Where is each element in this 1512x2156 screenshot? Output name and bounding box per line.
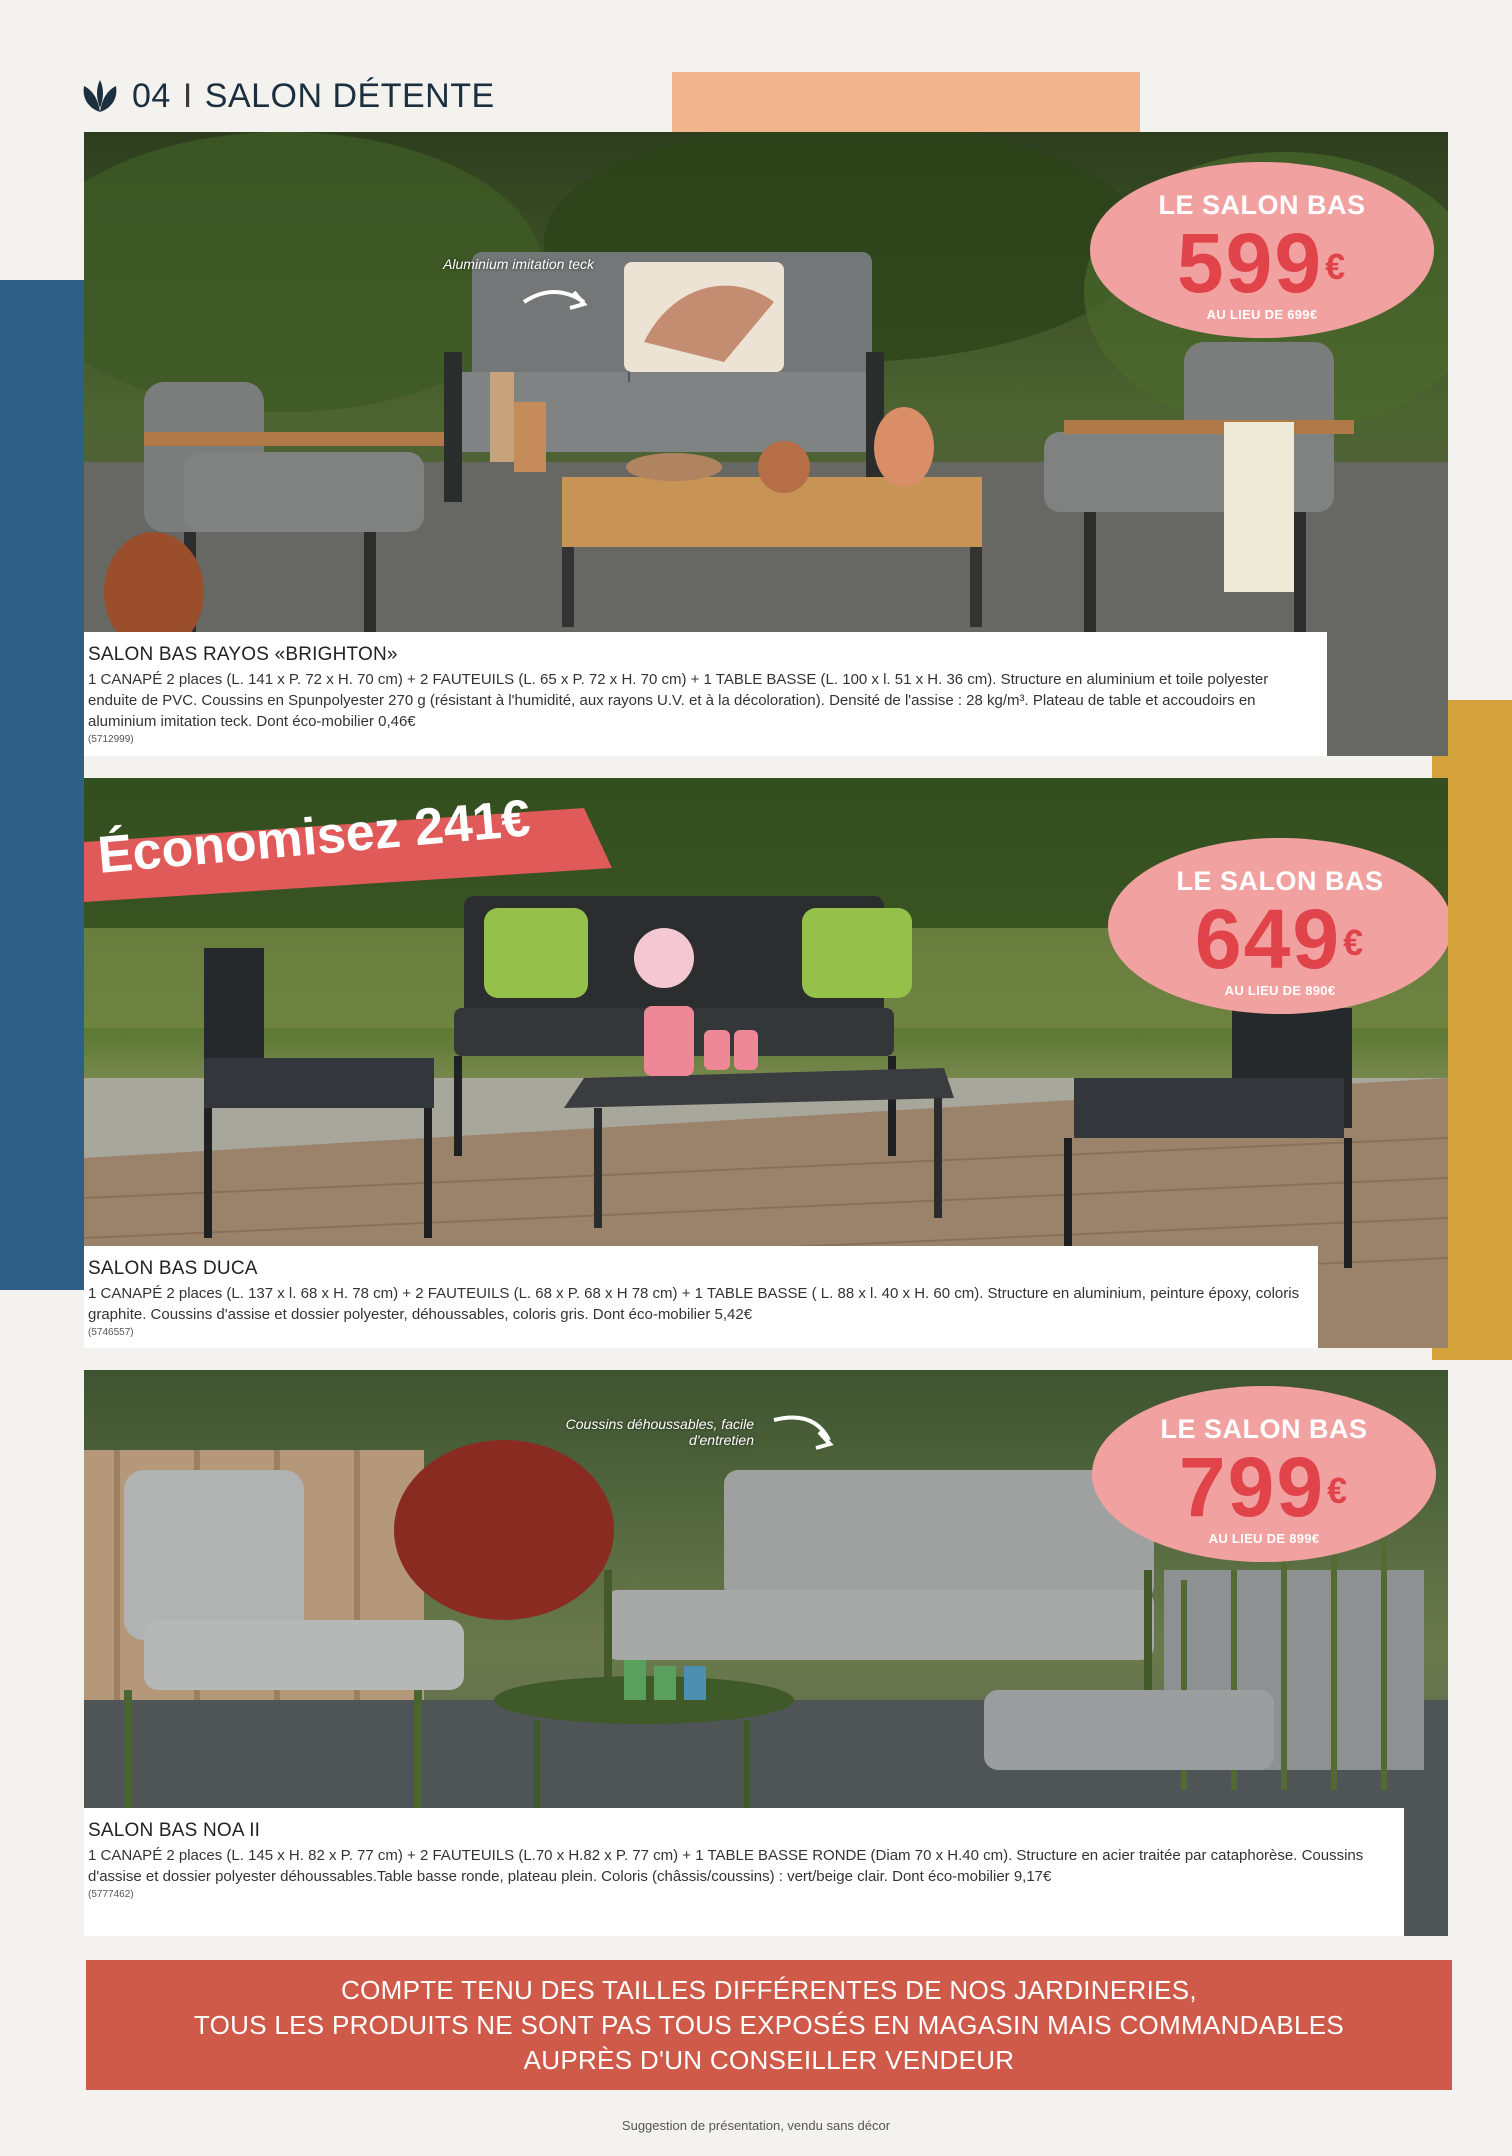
product-section-noa	[84, 1370, 1448, 1936]
annotation-cushions: Coussins déhoussables, facile d'entretien	[565, 1416, 754, 1448]
caption-noa	[84, 1808, 1404, 1936]
notice-line: COMPTE TENU DES TAILLES DIFFÉRENTES DE NOS JARDINERIES,	[341, 1974, 1197, 2005]
product-description: 1 CANAPÉ 2 places (L. 141 x P. 72 x H. 70 cm) + 2 FAUTEUILS (L. 65 x P. 72 x H. 70 cm) + 1 TABLE BASSE (L. 100 x l. 51 x H. 36 cm). Structure en aluminium et toile polyester enduite de PVC. Coussins en Spunpolyester 270 g (résistant à l'humidité, aux rayons U.V. et à la décoloration). Densité de l'assise : 28 kg/m³. Plateau de table et accoudoirs en aluminium imitation teck. Dont éco-mobilier 0,46€	[88, 671, 1269, 730]
product-title: SALON BAS NOA II	[88, 1820, 261, 1841]
notice-line: TOUS LES PRODUITS NE SONT PAS TOUS EXPOSÉS EN MAGASIN MAIS COMMANDABLES	[193, 2009, 1345, 2040]
product-section-rayos	[84, 132, 1448, 756]
page-title: SALON DÉTENTE	[204, 76, 495, 115]
badge-label: LE SALON BAS	[1160, 1414, 1368, 1444]
savings-banner	[84, 789, 612, 902]
blue-deco-block	[0, 280, 84, 1290]
old-price: AU LIEU DE 890€	[1224, 983, 1336, 998]
product-ref: (5712999)	[88, 734, 134, 745]
product-title: SALON BAS DUCA	[88, 1258, 258, 1279]
notice-line: AUPRÈS D'UN CONSEILLER VENDEUR	[523, 2044, 1015, 2075]
page-number: 04	[132, 76, 171, 115]
annotation-aluminium: Aluminium imitation teck	[443, 256, 594, 272]
peach-deco-block	[672, 72, 1140, 134]
caption-rayos	[84, 632, 1327, 756]
price-badge-rayos	[1090, 162, 1434, 338]
price-value: 799€	[1178, 1440, 1350, 1534]
old-price: AU LIEU DE 699€	[1206, 307, 1318, 322]
badge-label: LE SALON BAS	[1176, 866, 1384, 896]
presentation-footnote: Suggestion de présentation, vendu sans décor	[621, 2118, 891, 2133]
product-description: 1 CANAPÉ 2 places (L. 137 x l. 68 x H. 78 cm) + 2 FAUTEUILS (L. 68 x P. 68 x H 78 cm) + 1 TABLE BASSE ( L. 88 x l. 40 x H. 60 cm). Structure en aluminium, peinture époxy, coloris graphite. Coussins d'assise et dossier polyester, déhoussables, coloris gris. Dont éco-mobilier 5,42€	[88, 1285, 1300, 1323]
caption-duca	[84, 1246, 1318, 1348]
product-ref: (5746557)	[88, 1327, 134, 1338]
product-description: 1 CANAPÉ 2 places (L. 145 x H. 82 x P. 77 cm) + 2 FAUTEUILS (L.70 x H.82 x P. 77 cm) + 1 TABLE BASSE RONDE (Diam 70 x H.40 cm). Structure en acier traitée par cataphorèse. Coussins d'assise et dossier polyester déhoussables.Table basse ronde, plateau plein. Coloris (châssis/coussins) : vert/beige clair. Dont éco-mobilier 9,17€	[88, 1847, 1364, 1885]
product-ref: (5777462)	[88, 1889, 134, 1900]
product-title: SALON BAS RAYOS «BRIGHTON»	[88, 644, 398, 665]
product-section-duca	[84, 778, 1448, 1348]
badge-label: LE SALON BAS	[1158, 190, 1366, 220]
price-value: 649€	[1194, 892, 1366, 986]
price-badge-duca	[1108, 838, 1448, 1014]
old-price: AU LIEU DE 899€	[1208, 1531, 1320, 1546]
savings-text: Économisez 241€	[95, 789, 533, 885]
price-value: 599€	[1176, 216, 1348, 310]
availability-notice-banner	[86, 1960, 1452, 2090]
page-header	[80, 74, 495, 118]
price-badge-noa	[1092, 1386, 1436, 1562]
leaf-icon	[80, 78, 120, 114]
header-separator: I	[182, 76, 193, 115]
